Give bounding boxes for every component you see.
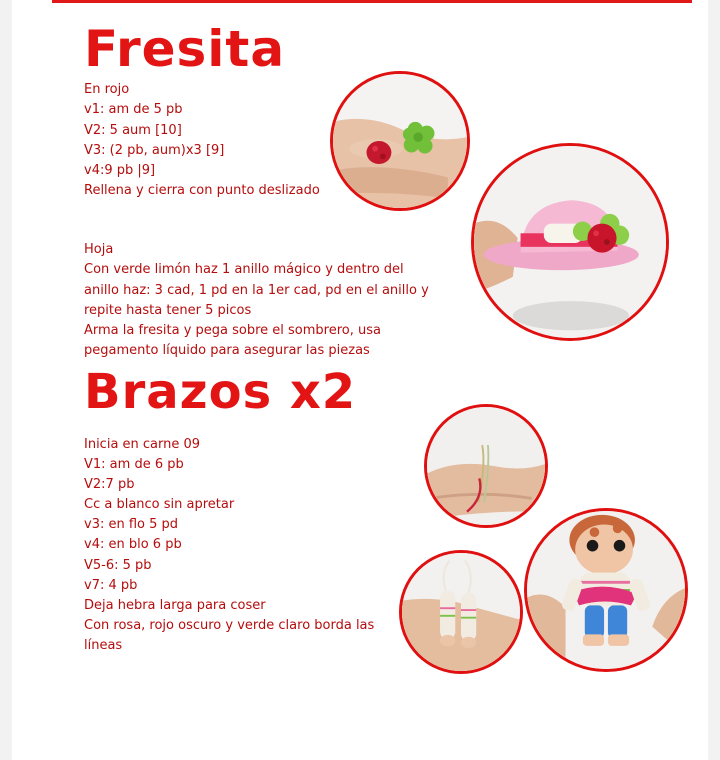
arm-start-illustration bbox=[427, 407, 545, 525]
instruction-line: Cc a blanco sin apretar bbox=[84, 497, 235, 513]
instruction-line: v4:9 pb |9] bbox=[84, 163, 156, 179]
photo-doll bbox=[524, 508, 688, 672]
photo-pink-hat bbox=[471, 143, 669, 341]
instruction-line: v3: en flo 5 pd bbox=[84, 517, 179, 533]
pink-hat-illustration bbox=[474, 146, 666, 338]
instruction-line: Arma la fresita y pega sobre el sombrero, usa pegamento líquido para asegurar las piezas bbox=[84, 323, 381, 359]
subheading-hoja: Hoja bbox=[84, 242, 114, 257]
brazos-instructions bbox=[84, 435, 384, 656]
hoja-instructions bbox=[84, 240, 429, 362]
section-title-fresita: Fresita bbox=[84, 20, 286, 78]
instruction-line: Inicia en carne 09 bbox=[84, 437, 201, 452]
instruction-line: v4: en blo 6 pb bbox=[84, 537, 182, 553]
top-rule bbox=[52, 0, 692, 3]
instruction-line: V1: am de 6 pb bbox=[84, 457, 184, 473]
instruction-line: En rojo bbox=[84, 82, 130, 97]
instruction-line: V5-6: 5 pb bbox=[84, 557, 152, 573]
photo-strawberry-leaf bbox=[330, 71, 470, 211]
instruction-line: Deja hebra larga para coser bbox=[84, 597, 266, 613]
photo-two-arms bbox=[399, 550, 523, 674]
section-title-brazos: Brazos x2 bbox=[84, 364, 357, 420]
photo-arm-start bbox=[424, 404, 548, 528]
instruction-line: Rellena y cierra con punto deslizado bbox=[84, 183, 320, 199]
instruction-line: v7: 4 pb bbox=[84, 577, 138, 593]
instruction-line: v1: am de 5 pb bbox=[84, 102, 183, 118]
strawberry-leaf-illustration bbox=[333, 74, 467, 208]
instruction-line: V2:7 pb bbox=[84, 477, 135, 493]
pattern-page bbox=[12, 0, 708, 760]
instruction-line: V2: 5 aum [10] bbox=[84, 122, 182, 138]
instruction-line: Con rosa, rojo oscuro y verde claro borda las líneas bbox=[84, 617, 375, 653]
doll-illustration bbox=[527, 511, 685, 669]
instruction-line: V3: (2 pb, aum)x3 [9] bbox=[84, 142, 225, 158]
two-arms-illustration bbox=[402, 553, 520, 671]
instruction-line: Con verde limón haz 1 anillo mágico y dentro del anillo haz: 3 cad, 1 pd en la 1er cad, pd en el anillo y repite hasta tener 5 picos bbox=[84, 262, 429, 318]
